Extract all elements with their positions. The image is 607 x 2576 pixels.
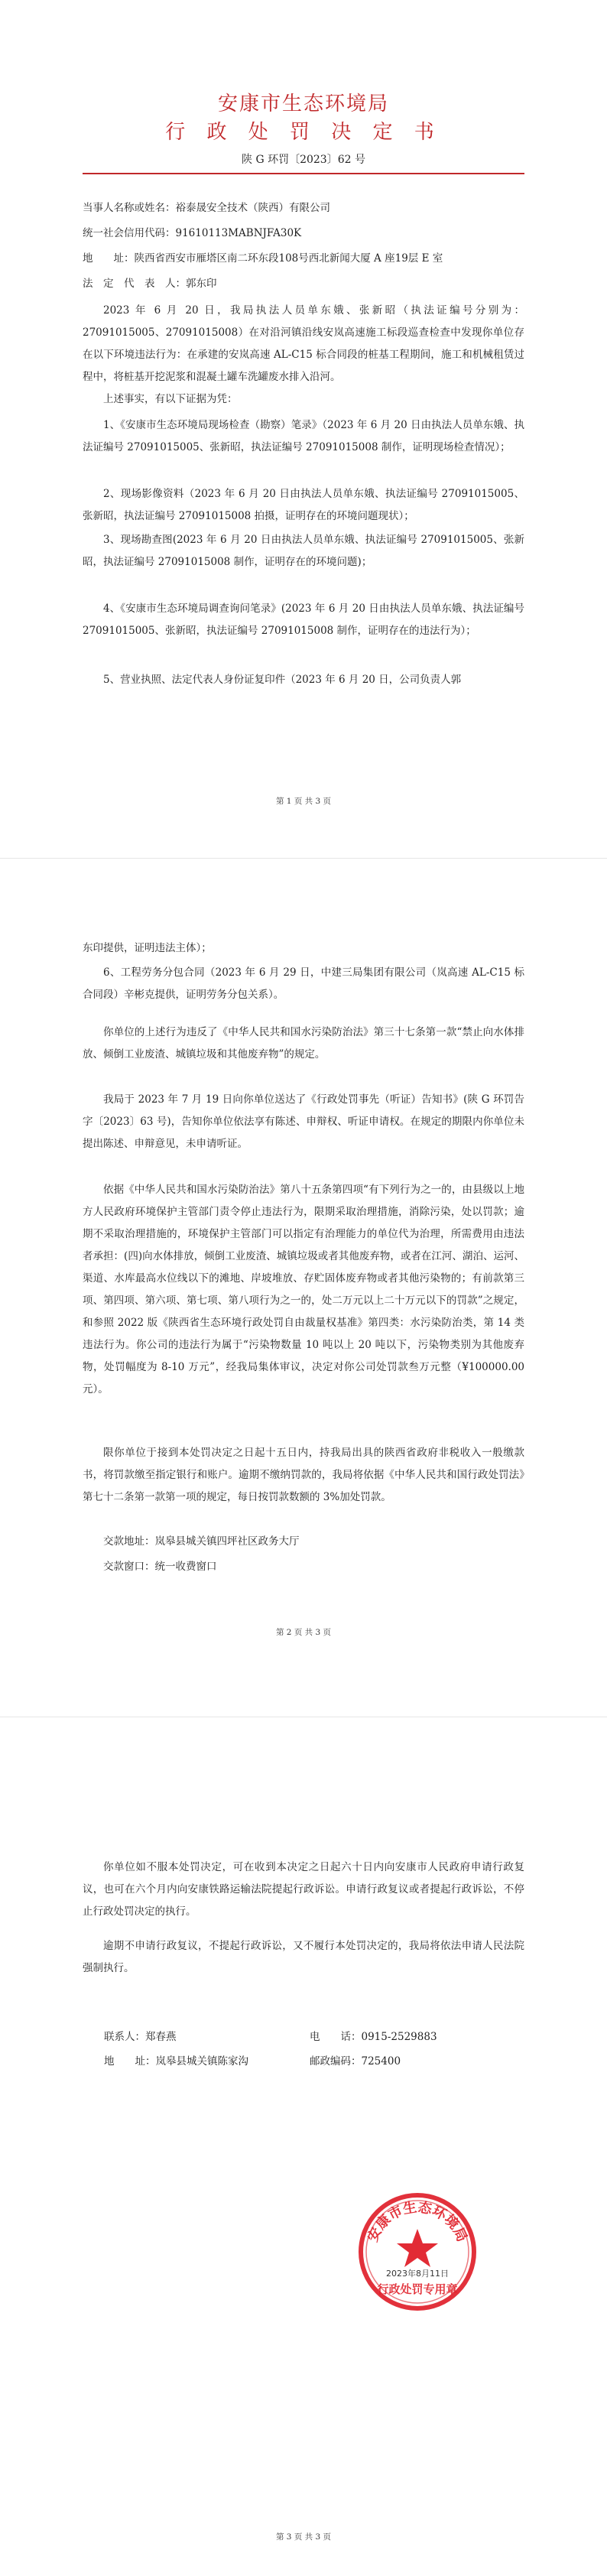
- contact-phone-value: 0915-2529883: [361, 2031, 437, 2043]
- seal-date-text: 2023年8月11日: [386, 2269, 449, 2279]
- evidence-item-1: 1、《安康市生态环境局现场检查（勘察）笔录》（2023 年 6 月 20 日由执法人员单东娥、执法证编号 27091015005、张新昭，执法证编号 27091015008 制作，证明现场检查情况）；: [83, 419, 524, 453]
- seal-bottom-text: 行政处罚专用章: [377, 2282, 458, 2296]
- violation-paragraph: 2023 年 6 月 20 日，我局执法人员单东娥、张新昭（执法证编号分别为：27091015005、27091015008）在对沿河镇沿线安岚高速施工标段巡查检查中发现你单位存在以下环境违法行为：在承建的安岚高速 AL-C15 标合同段的桩基工程期间，施工和机械租赁过程中，将桩基开挖泥浆和混凝土罐车洗罐废水排入沿河。: [83, 304, 524, 383]
- party-address: 陕西省西安市雁塔区南二环东段108号西北新闻大厦 A 座19层 E 室: [134, 252, 443, 265]
- legal-rep-row: [83, 276, 541, 291]
- notice-served-paragraph: 我局于 2023 年 7 月 19 日向你单位送达了《行政处罚事先（听证）告知书》(陕 G 环罚告字〔2023〕63 号)，告知你单位依法享有陈述、申辩权、听证申请权。在规定的期限内你单位未提出陈述、申辩意见，未申请听证。: [83, 1093, 524, 1150]
- contact-address-label: 地 址：: [104, 2055, 156, 2068]
- payment-window: 交款窗口：统一收费窗口: [103, 1561, 217, 1573]
- document-number: 陕 G 环罚〔2023〕62 号: [242, 154, 365, 166]
- legal-rep: 郭东印: [186, 278, 217, 290]
- contact-phone-label: 电 话：: [310, 2031, 362, 2043]
- evidence-item-6: 6、工程劳务分包合同（2023 年 6 月 29 日，中建三局集团有限公司（岚高速 AL-C15 标合同段）辛彬克提供，证明劳务分包关系）。: [83, 966, 524, 1001]
- seal-org-text: 安康市生态环境局: [365, 2199, 470, 2245]
- contact-postcode-value: 725400: [361, 2055, 401, 2068]
- contact-postcode: [310, 2054, 401, 2069]
- page-footer-2: 第 2 页 共 3 页: [275, 1628, 332, 1637]
- page-footer-3: 第 3 页 共 3 页: [275, 2532, 332, 2542]
- legal-rep-label: 法 定 代 表 人：: [83, 278, 186, 290]
- evidence-item-2: 2、现场影像资料（2023 年 6 月 20 日由执法人员单东娥、执法证编号 27091015005、张新昭，执法证编号 27091015008 拍摄，证明存在的环境问题现状）；: [83, 488, 524, 522]
- credit-code-row: [83, 226, 541, 241]
- contact-person-label: 联系人：: [104, 2031, 145, 2043]
- page-footer-1: 第 1 页 共 3 页: [275, 797, 332, 806]
- credit-code-label: 统一社会信用代码：: [83, 227, 176, 239]
- contact-person-value: 郑春燕: [145, 2031, 177, 2043]
- evidence-intro: 上述事实，有以下证据为凭：: [103, 393, 238, 405]
- star-icon: [397, 2229, 438, 2267]
- page-3: [0, 1717, 607, 2576]
- enforcement-paragraph: 逾期不申请行政复议，不提起行政诉讼，又不履行本处罚决定的，我局将依法申请人民法院强制执行。: [83, 1940, 524, 1974]
- party-name-label: 当事人名称或姓名：: [83, 202, 176, 214]
- payment-address: 交款地址：岚皋县城关镇四坪社区政务大厅: [103, 1535, 300, 1548]
- payment-deadline-paragraph: 限你单位于接到本处罚决定之日起十五日内，持我局出具的陕西省政府非税收入一般缴款书，将罚款缴至指定银行和账户。逾期不缴纳罚款的，我局将依据《中华人民共和国行政处罚法》第七十二条第一款第一项的规定，每日按罚款数额的 3%加处罚款。: [83, 1447, 524, 1503]
- contact-address: [104, 2054, 248, 2069]
- evidence-item-4: 4、《安康市生态环境局调查询问笔录》(2023 年 6 月 20 日由执法人员单东娥、执法证编号 27091015005、张新昭，执法证编号 27091015008 制作，证明存在的违法行为）；: [83, 603, 524, 637]
- address-row: [83, 251, 541, 266]
- penalty-basis-paragraph: 依据《中华人民共和国水污染防治法》第八十五条第四项“有下列行为之一的，由县级以上地方人民政府环境保护主管部门责令停止违法行为，限期采取治理措施，消除污染，处以罚款；逾期不采取治理措施的，环境保护主管部门可以指定有治理能力的单位代为治理，所需费用由违法者承担：(四)向水体排放，倾倒工业废渣、城镇垃圾或者其他废弃物，或者在江河、湖泊、运河、渠道、水库最高水位线以下的滩地、岸坡堆放、存贮固体废弃物或者其他污染物的；有前款第三项、第四项、第六项、第七项、第八项行为之一的，处二万元以上二十万元以下的罚款”之规定，和参照 2022 版《陕西省生态环境行政处罚自由裁量权基准》第四类：水污染防治类，第 14 类违法行为。你公司的违法行为属于“污染物数量 10 吨以上 20 吨以下，污染物类别为其他废弃物，处罚幅度为 8-10 万元”，经我局集体审议，决定对你公司处罚款叁万元整（¥100000.00 元）。: [83, 1184, 524, 1395]
- credit-code: 91610113MABNJFA30K: [175, 227, 302, 239]
- law-violated-paragraph: 你单位的上述行为违反了《中华人民共和国水污染防治法》第三十七条第一款“禁止向水体排放、倾倒工业废渣、城镇垃圾和其他废弃物”的规定。: [83, 1026, 524, 1061]
- red-divider-line: [83, 173, 524, 174]
- contact-phone: [310, 2029, 437, 2045]
- evidence-item-5: 5、营业执照、法定代表人身份证复印件（2023 年 6 月 20 日，公司负责人郭: [103, 674, 462, 686]
- evidence-item-5-cont: 东印提供，证明违法主体）；: [83, 942, 212, 954]
- agency-title: 安康市生态环境局: [217, 93, 389, 115]
- contact-address-value: 岚皋县城关镇陈家沟: [155, 2055, 248, 2068]
- party-name: 裕泰晟安全技术（陕西）有限公司: [175, 202, 330, 214]
- party-name-row: [83, 200, 541, 216]
- evidence-item-3: 3、现场勘查图(2023 年 6 月 20 日由执法人员单东娥、执法证编号 27091015005、张新昭，执法证编号 27091015008 制作，证明存在的环境问题)；: [83, 534, 524, 568]
- appeal-rights-paragraph: 你单位如不服本处罚决定，可在收到本决定之日起六十日内向安康市人民政府申请行政复议，也可在六个月内向安康铁路运输法院提起行政诉讼。申请行政复议或者提起行政诉讼，不停止行政处罚决定的执行。: [83, 1861, 524, 1918]
- page-1: [0, 0, 607, 858]
- address-label: 地 址：: [83, 252, 135, 265]
- page-2: [0, 859, 607, 1717]
- official-seal: [356, 2191, 479, 2313]
- document-type-title: 行 政 处 罚 决 定 书: [165, 121, 442, 144]
- contact-person: [104, 2029, 177, 2045]
- contact-postcode-label: 邮政编码：: [310, 2055, 362, 2068]
